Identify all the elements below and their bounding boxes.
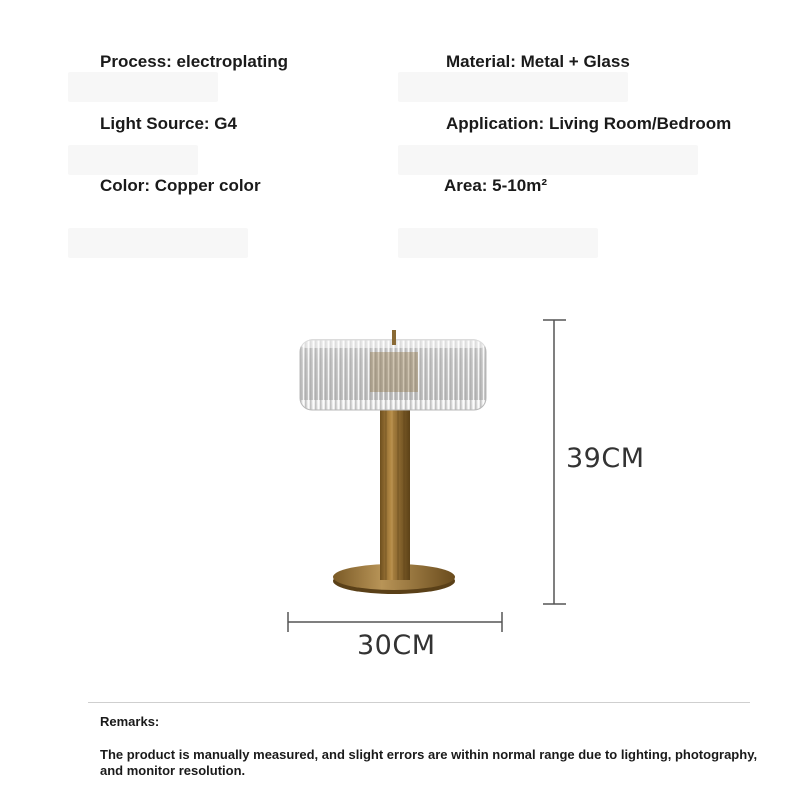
width-dimension-label: 30CM [357, 630, 436, 661]
spec-material: Material: Metal + Glass [446, 52, 630, 71]
spec-light-source: Light Source: G4 [100, 114, 237, 133]
spec-application: Application: Living Room/Bedroom [446, 114, 732, 133]
spec-area: Area: 5-10m² [444, 176, 547, 195]
height-dimension-label: 39CM [566, 443, 645, 474]
divider [88, 702, 750, 703]
height-dimension-line [543, 320, 566, 604]
lamp-stem [380, 408, 410, 580]
lamp-glass-shade [300, 330, 486, 410]
width-dimension-line [288, 612, 502, 632]
remarks-text: The product is manually measured, and slight errors are within normal range due to lighting, photography, and monitor resolution. [100, 747, 758, 778]
spec-process: Process: electroplating [100, 52, 289, 71]
spec-color: Color: Copper color [100, 176, 261, 195]
remarks-title: Remarks: [100, 714, 160, 729]
